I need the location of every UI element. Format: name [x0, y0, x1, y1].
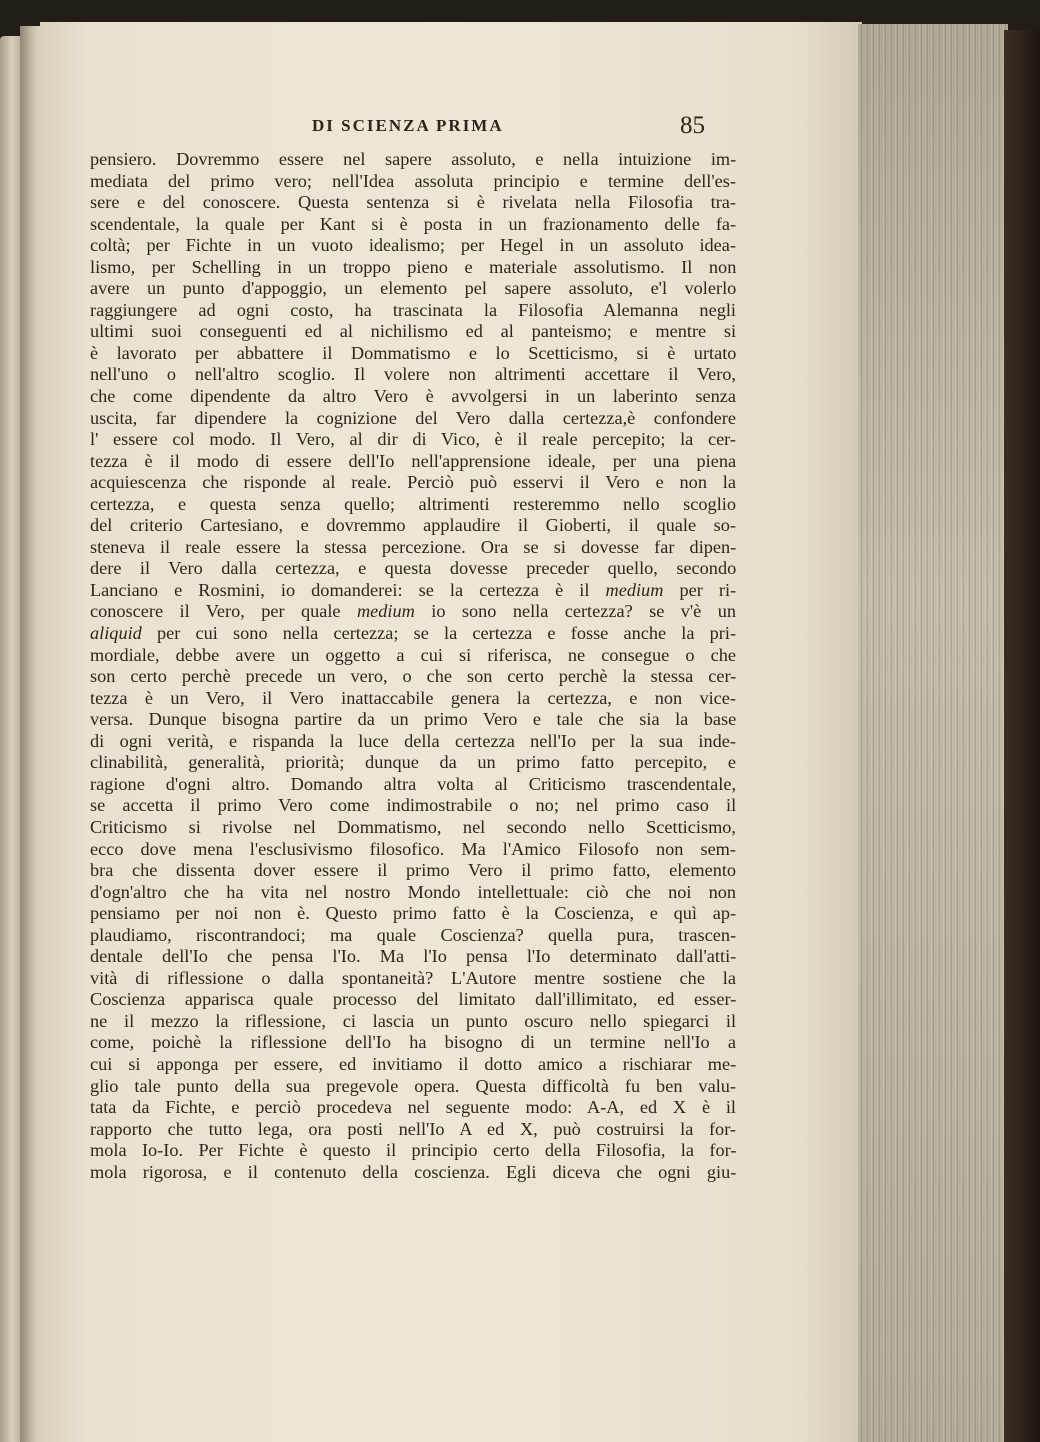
text-line: dentale dell'Io che pensa l'Io. Ma l'Io pensa l'Io determinato dall'atti-: [90, 946, 737, 967]
text-line: ragione d'ogni altro. Domando altra volta al Criticismo trascendentale,: [90, 773, 737, 794]
text-line: bra che dissenta dover essere il primo Vero il primo fatto, elemento: [90, 860, 737, 881]
text-line: clinabilità, generalità, priorità; dunque da un primo fatto percepito, e: [90, 752, 736, 773]
text-line: d'ogn'altro che ha vita nel nostro Mondo intellettuale: ciò che noi non: [90, 881, 736, 902]
text-line: glio tale punto della sua pregevole opera. Questa difficoltà fu ben valu-: [90, 1075, 736, 1096]
text-line: cui si apponga per essere, ed invitiamo il dotto amico a rischiarar me-: [90, 1053, 737, 1074]
text-line: uscita, far dipendere la cognizione del Vero dalla certezza,è confondere: [90, 407, 736, 428]
text-line: son certo perchè precede un vero, o che son certo perchè la stessa cer-: [90, 666, 737, 687]
text-line: come, poichè la riflessione dell'Io ha bisogno di un termine nell'Io a: [90, 1032, 736, 1053]
text-line: nell'uno o nell'altro scoglio. Il volere non altrimenti accettare il Vero,: [90, 364, 736, 385]
text-line: tezza è un Vero, il Vero inattaccabile genera la certezza, e non vice-: [90, 687, 736, 708]
text-line: di ogni verità, e rispanda la luce della certezza nell'Io per la sua inde-: [90, 730, 736, 751]
text-line: conoscere il Vero, per quale medium io sono nella certezza? se v'è un: [90, 601, 736, 622]
text-line: ultimi suoi conseguenti ed al nichilismo ed al panteismo; e mentre si: [90, 321, 737, 342]
text-line: del criterio Cartesiano, e dovremmo applaudire il Gioberti, il quale so-: [90, 515, 736, 536]
text-line: raggiungere ad ogni costo, ha trascinata la Filosofia Alemanna negli: [90, 299, 736, 320]
page-edges-shadow: [858, 24, 1008, 1442]
text-line: versa. Dunque bisogna partire da un primo Vero e tale che sia la base: [90, 709, 737, 730]
text-line: pensiamo per noi non è. Questo primo fatto è la Coscienza, e quì ap-: [90, 903, 737, 924]
text-line: mordiale, debbe avere un oggetto a cui si riferisca, ne consegue o che: [90, 644, 736, 665]
text-line: lismo, per Schelling in un troppo pieno e materiale assolutismo. Il non: [90, 256, 737, 277]
text-line: aliquid per cui sono nella certezza; se la certezza e fosse anche la pri-: [90, 623, 737, 644]
text-line: rapporto che tutto lega, ora posti nell'Io A ed X, può costruirsi la for-: [90, 1118, 736, 1139]
text-line: plaudiamo, riscontrandoci; ma quale Coscienza? quella pura, trascen-: [90, 924, 737, 945]
text-line: Lanciano e Rosmini, io domanderei: se la certezza è il medium per ri-: [90, 579, 737, 600]
text-line: mola rigorosa, e il contenuto della coscienza. Egli diceva che ogni giu-: [90, 1161, 737, 1182]
page-body-text: [90, 149, 736, 1183]
text-line: che come dipendente da altro Vero è avvolgersi in un laberinto senza: [90, 386, 736, 407]
text-line: Criticismo si rivolse nel Dommatismo, nel secondo nello Scetticismo,: [90, 816, 736, 837]
text-line: è lavorato per abbattere il Dommatismo e lo Scetticismo, si è urtato: [90, 342, 737, 363]
text-line: sere e del conoscere. Questa sentenza si è rivelata nella Filosofia tra-: [90, 192, 736, 213]
text-line: acquiescenza che risponde al reale. Perciò può esservi il Vero e non la: [90, 472, 736, 493]
text-line: Coscienza apparisca quale processo del limitato dall'illimitato, ed esser-: [90, 989, 737, 1010]
text-line: coltà; per Fichte in un vuoto idealismo; per Hegel in un assoluto idea-: [90, 235, 736, 256]
text-line: dere il Vero dalla certezza, e questa dovesse preceder quello, secondo: [90, 558, 737, 579]
text-line: steneva il reale essere la stessa percezione. Ora se si dovesse far dipen-: [90, 536, 737, 557]
text-line: l' essere col modo. Il Vero, al dir di Vico, è il reale percepito; la cer-: [90, 429, 736, 450]
running-head: DI SCIENZA PRIMA: [312, 116, 504, 135]
text-line: scendentale, la quale per Kant si è posta in un frazionamento delle fa-: [90, 213, 737, 234]
text-line: mola Io-Io. Per Fichte è questo il principio certo della Filosofia, la for-: [90, 1140, 737, 1161]
facing-page-edge: [0, 36, 20, 1442]
page-number: 85: [680, 112, 705, 139]
text-line: tezza è il modo di essere dell'Io nell'apprensione ideale, per una piena: [90, 450, 737, 471]
text-line: avere un punto d'appoggio, un elemento pel sapere assoluto, e'l volerlo: [90, 278, 737, 299]
text-line: ecco dove mena l'esclusivismo filosofico. Ma l'Amico Filosofo non sem-: [90, 838, 736, 859]
text-line: vità di riflessione o dalla spontaneità? L'Autore mentre sostiene che la: [90, 967, 736, 988]
book-cover-edge: [1004, 30, 1040, 1442]
text-line: pensiero. Dovremmo essere nel sapere assoluto, e nella intuizione im-: [90, 149, 737, 169]
text-line: tata da Fichte, e perciò procedeva nel seguente modo: A-A, ed X è il: [90, 1097, 737, 1118]
text-line: mediata del primo vero; nell'Idea assoluta principio e termine dell'es-: [90, 170, 736, 191]
text-line: se accetta il primo Vero come indimostrabile o no; nel primo caso il: [90, 795, 737, 816]
text-line: certezza, e questa senza quello; altrimenti resteremmo nello scoglio: [90, 493, 736, 514]
text-line: ne il mezzo la riflessione, ci lascia un punto oscuro nello spiegarci il: [90, 1010, 737, 1031]
